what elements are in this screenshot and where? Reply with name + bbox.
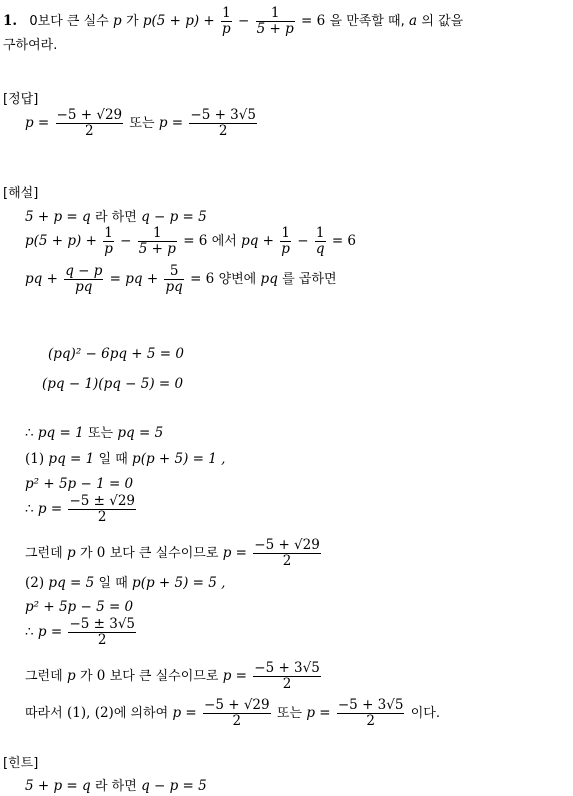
case-1-quadratic: p² + 5p − 1 = 0 (25, 476, 134, 492)
fraction (103, 226, 114, 257)
connector-text: 또는 (87, 426, 114, 441)
equation-1: (pq)² − 6pq + 5 = 0 (48, 346, 184, 362)
problem-line-2: 구하여라. (3, 38, 58, 53)
var-p: p (66, 545, 76, 561)
equation-part: p = (25, 115, 50, 131)
denominator: pq (165, 279, 183, 295)
numerator: 5 (164, 264, 183, 280)
equation-2: (pq − 1)(pq − 5) = 0 (42, 376, 184, 392)
connector-text: 또는 (276, 706, 303, 721)
fraction (253, 538, 321, 569)
denominator: q (315, 241, 325, 257)
solution-text: 보다 큰 실수이므로 (109, 546, 219, 561)
numerator: −5 + 3√5 (337, 697, 404, 713)
fraction (253, 661, 321, 692)
equation-part: p(p + 5) = 1 , (132, 451, 226, 467)
denominator: 2 (85, 123, 94, 139)
denominator: p (222, 21, 231, 37)
solution-text: 일 때 (98, 576, 128, 591)
fraction (68, 494, 136, 525)
solution-line-2 (25, 226, 356, 257)
case-1-line (25, 450, 225, 469)
problem-text: 의 값을 (421, 14, 464, 29)
equation-part: p = (306, 705, 331, 721)
equation-part: p = (37, 501, 63, 517)
equation-part: p(5 + p) + (25, 233, 97, 249)
case-2-line (25, 574, 225, 593)
problem-text: 을 만족할 때, (329, 14, 405, 29)
denominator: 2 (218, 123, 228, 139)
numerator: −5 + √29 (56, 107, 123, 123)
equation-part: pq (260, 271, 278, 287)
solution-text: 에서 (211, 234, 237, 249)
solution-text: 일 때 (98, 452, 128, 467)
var-a: a (409, 13, 418, 29)
equation-part: pq + (241, 233, 274, 249)
equation-part: q − p = 5 (141, 778, 207, 794)
var-p: p (113, 13, 122, 29)
solution-text: 를 곱하면 (282, 272, 337, 287)
case-1-root (25, 494, 138, 525)
case-2-conclusion (25, 661, 323, 692)
therefore-symbol: ∴ (25, 501, 34, 517)
fraction (337, 698, 405, 729)
solution-line-3 (25, 264, 337, 295)
therefore-line (25, 424, 163, 443)
equation-part: = 6 (190, 271, 215, 287)
equation-part: p = (158, 115, 184, 131)
solution-text: 이다. (410, 706, 440, 721)
var-p: p (66, 668, 76, 684)
fraction (64, 264, 103, 295)
numerator: 1 (281, 225, 290, 241)
numerator: −5 ± √29 (69, 493, 136, 509)
numerator: q − p (65, 263, 103, 279)
fraction (221, 6, 232, 37)
denominator: 2 (97, 509, 107, 525)
denominator: 5 + p (256, 21, 294, 37)
equation-part: pq = 5 (48, 575, 95, 591)
therefore-symbol: ∴ (25, 624, 34, 640)
fraction (315, 226, 326, 257)
fraction (138, 226, 177, 257)
equation-part: = 6 (301, 13, 326, 29)
case-label: (2) (25, 575, 45, 591)
solution-text: 따라서 (25, 706, 63, 721)
case-1-conclusion (25, 538, 323, 569)
denominator: 2 (282, 676, 292, 692)
problem-line-1 (3, 6, 463, 37)
fraction (68, 617, 136, 648)
solution-text: 라 하면 (94, 210, 137, 225)
case-label: (1) (25, 451, 45, 467)
hint-header: [힌트] (3, 756, 39, 771)
problem-number: 1. (3, 13, 18, 29)
answer-header: [정답] (3, 92, 39, 107)
equation-part: q − p = 5 (141, 209, 207, 225)
solution-line-1 (25, 208, 207, 227)
numerator: 1 (256, 6, 295, 22)
numerator: 1 (104, 225, 113, 241)
equation-part: pq = 1 (48, 451, 95, 467)
solution-text: 가 (79, 546, 93, 561)
hint-text: 라 하면 (94, 779, 137, 794)
equation-part: pq = 5 (117, 425, 164, 441)
final-conclusion (25, 698, 440, 729)
solution-text: 에 의하여 (113, 706, 169, 721)
equation-part: 5 + p = q (25, 778, 91, 794)
fraction (256, 6, 295, 37)
denominator: p (281, 241, 290, 257)
denominator: 2 (366, 713, 375, 729)
case-2-quadratic: p² + 5p − 5 = 0 (25, 599, 134, 615)
connector-text: 또는 (129, 116, 155, 131)
operator: − (237, 13, 250, 29)
fraction (203, 698, 271, 729)
hint-line (25, 777, 207, 796)
numerator: −5 ± 3√5 (69, 616, 136, 632)
equation-part: pq = 1 (37, 425, 84, 441)
numerator: 1 (222, 5, 231, 21)
solution-text: 보다 큰 실수이므로 (109, 669, 219, 684)
solution-text: 가 (79, 669, 93, 684)
number: 0 (96, 668, 106, 684)
case-2-root (25, 617, 138, 648)
numerator: −5 + √29 (254, 537, 320, 553)
equation-part: p(5 + p) + (142, 13, 215, 29)
operator: − (120, 233, 132, 249)
denominator: 2 (232, 713, 242, 729)
equation-part: = pq + (109, 271, 159, 287)
problem-text: 가 (125, 14, 139, 29)
solution-text: 그런데 (25, 669, 63, 684)
equation-part: p = (172, 705, 197, 721)
numerator: 1 (138, 226, 177, 242)
denominator: p (104, 241, 113, 257)
number: 0 (96, 545, 106, 561)
denominator: 2 (97, 632, 107, 648)
fraction (189, 108, 257, 139)
solution-text: 그런데 (25, 546, 63, 561)
equation-part: p = (222, 545, 247, 561)
equation-part: p = (37, 624, 63, 640)
equation-part: 5 + p = q (25, 209, 91, 225)
equation-part: p = (222, 668, 247, 684)
denominator: pq (75, 279, 93, 295)
denominator: 5 + p (138, 241, 176, 257)
equation-part: p(p + 5) = 5 , (132, 575, 226, 591)
numerator: −5 + √29 (204, 697, 270, 713)
fraction (56, 108, 124, 139)
therefore-symbol: ∴ (25, 425, 34, 441)
equation-part: = 6 (331, 233, 357, 249)
equation-part: = 6 (183, 233, 208, 249)
numerator: −5 + 3√5 (254, 660, 320, 676)
problem-text: 0보다 큰 실수 (29, 14, 109, 29)
operator: − (297, 233, 309, 249)
solution-header: [해설] (3, 186, 39, 201)
solution-text: 양변에 (218, 272, 257, 287)
denominator: 2 (282, 553, 292, 569)
equation-part: pq + (25, 271, 58, 287)
fraction (280, 226, 291, 257)
fraction (164, 264, 183, 295)
answer-line (25, 108, 259, 139)
numerator: −5 + 3√5 (190, 107, 256, 123)
numerator: 1 (315, 225, 325, 241)
case-refs: (1), (2) (66, 705, 114, 721)
